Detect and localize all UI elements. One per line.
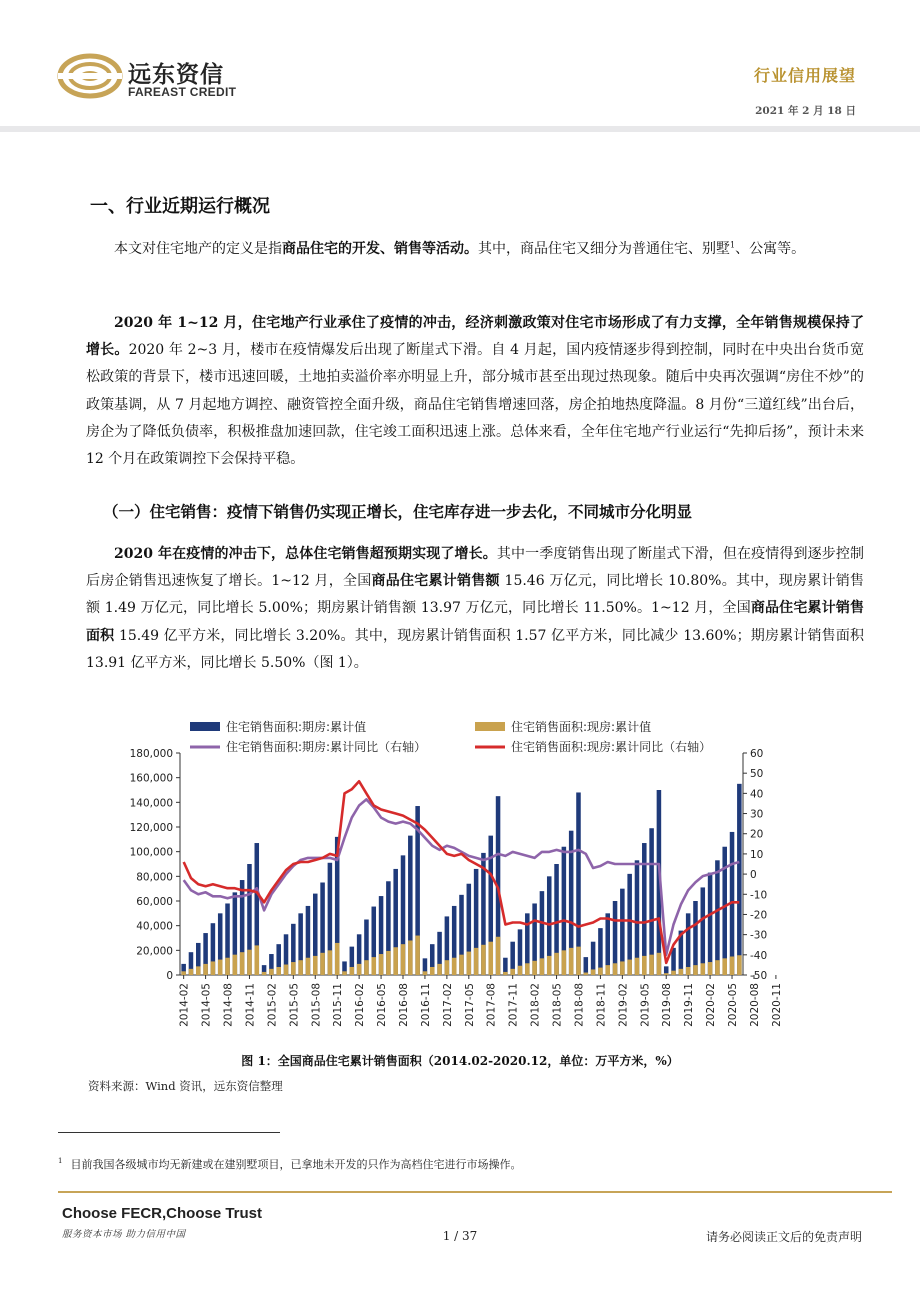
footnote-ref[interactable]: 1 [730,240,736,250]
bar-spot [605,965,610,975]
footnote-divider [58,1132,280,1133]
bar-spot [693,965,698,975]
bar-spot [269,969,274,975]
y2-tick-label: 30 [750,808,764,821]
legend-label: 住宅销售面积:现房:累计值 [511,720,652,734]
bar-spot [393,947,398,975]
x-tick-label: 2015-02 [266,983,279,1027]
bar-spot [540,958,545,975]
x-tick-label: 2014-05 [200,983,213,1027]
bar-futures [715,860,720,975]
footer-slogan-en: Choose FECR,Choose Trust [62,1205,263,1222]
bar-spot [481,945,486,975]
bar-spot [335,943,340,975]
header-divider [0,126,920,132]
bar-spot [415,936,420,975]
legend-swatch [475,722,505,731]
bar-spot [181,971,186,975]
bar-futures [584,957,589,975]
x-tick-label: 2015-05 [288,983,301,1027]
x-tick-label: 2014-11 [244,983,257,1027]
sales-area-chart [129,715,785,1045]
bar-spot [350,967,355,975]
y-tick-label: 120,000 [129,822,173,834]
x-tick-label: 2020-11 [770,983,783,1027]
bar-spot [554,953,559,975]
y2-tick-label: 50 [750,768,764,781]
x-tick-label: 2015-11 [332,983,345,1027]
bar-spot [225,958,230,975]
bar-spot [255,945,260,975]
logo-text-en: FAREAST CREDIT [128,85,237,99]
bar-spot [445,960,450,975]
subsection-title: （一）住宅销售：疫情下销售仍实现正增长，住宅库存进一步去化，不同城市分化明显 [103,503,693,521]
bar-spot [233,955,238,975]
bar-spot [298,960,303,975]
y-tick-label: 40,000 [136,920,173,933]
bar-futures [686,913,691,975]
bar-spot [701,963,706,975]
legend-label: 住宅销售面积:现房:累计同比（右轴） [511,740,712,754]
bar-spot [532,961,537,975]
y2-tick-label: 0 [750,869,757,882]
bar-futures [708,873,713,975]
bar-spot [547,956,552,975]
x-tick-label: 2016-02 [354,983,367,1027]
x-tick-label: 2020-02 [705,983,718,1027]
bar-spot [459,955,464,975]
x-tick-label: 2020-05 [727,983,740,1027]
legend-label: 住宅销售面积:期房:累计同比（右轴） [226,740,427,754]
y-tick-label: 60,000 [136,896,173,908]
bar-spot [474,948,479,975]
bar-spot [627,960,632,975]
y2-tick-label: -40 [750,949,768,962]
bar-spot [386,951,391,975]
bar-spot [320,953,325,975]
bar-spot [620,961,625,975]
bar-spot [379,954,384,975]
bar-spot [708,962,713,975]
x-tick-label: 2014-02 [178,983,191,1027]
y-tick-label: 140,000 [129,797,173,810]
x-tick-label: 2018-02 [529,983,542,1027]
x-tick-label: 2019-11 [683,983,696,1027]
bar-spot [371,957,376,975]
y2-tick-label: 10 [750,848,764,861]
bar-spot [313,956,318,975]
section-title: 一、行业近期运行概况 [90,196,270,217]
paragraph-overview: 2020 年 1~12 月，住宅地产行业承住了疫情的冲击，经济刺激政策对住宅市场形成了有力支撑，全年销售规模保持了增长。2020 年 2~3 月，楼市在疫情爆发后出现了断崖式下滑。自 4 月起，国内疫情逐步得到控制，同时在中央出台货币宽松政策的背景下，楼市迅速回暖，土地拍卖溢价率亦明显上升，部分城市甚至出现过热现象。随后中央再次强调“房住不炒”的政策基调，从 7 月起地方调控、融资管控全面升级，商品住宅销售增速回落，房企拍地热度降温。8 月份“三道红线”出台后，房企为了降低负债率，积极推盘加速回款，住宅竣工面积迅速上涨。总体来看，全年住宅地产行业运行“先抑后扬”，预计未来 12 个月在政策调控下会保持平稳。 [86,315,864,468]
paragraph-sales: 2020 年在疫情的冲击下，总体住宅销售超预期实现了增长。其中一季度销售出现了断崖式下滑，但在疫情得到逐步控制后房企销售迅速恢复了增长。1~12 月，全国商品住宅累计销售额 15.46 万亿元，同比增长 10.80%。其中，现房累计销售额 1.49 万亿元，同比增长 5.00%；期房累计销售额 13.97 万亿元，同比增长 11.50%。1~12 月，全国商品住宅累计销售面积 15.49 亿平方米，同比增长 3.20%。其中，现房累计销售面积 1.57 亿平方米，同比减少 13.60%；期房累计销售面积 13.91 亿平方米，同比增长 5.50%（图 1）。 [86,546,865,671]
y-tick-label: 160,000 [129,772,173,785]
bar-spot [452,958,457,975]
footer-divider [58,1191,892,1193]
bar-spot [262,972,267,975]
footer-slogan-cn: 服务资本市场 助力信用中国 [62,1229,186,1240]
figure-source: 资料来源：Wind 资讯，远东资信整理 [88,1079,283,1093]
bar-spot [306,958,311,975]
bar-spot [488,942,493,975]
bar-spot [584,973,589,975]
x-tick-label: 2019-02 [617,983,630,1027]
bar-spot [291,962,296,975]
bar-spot [576,947,581,975]
bar-spot [211,961,216,975]
paragraph-definition: 本文对住宅地产的定义是指商品住宅的开发、销售等活动。其中，商品住宅又细分为普通住宅、别墅$^1$、公寓等。 [114,240,806,257]
bar-spot [430,967,435,975]
bar-spot [408,940,413,975]
bar-spot [510,969,515,975]
y-tick-label: 100,000 [129,846,173,859]
x-tick-label: 2019-05 [639,983,652,1027]
y-tick-label: 180,000 [129,748,173,760]
x-tick-label: 2019-08 [661,983,674,1027]
y2-tick-label: 40 [750,788,764,801]
bar-spot [649,955,654,975]
bar-spot [737,955,742,975]
x-tick-label: 2014-08 [222,983,235,1027]
bar-spot [328,950,333,975]
x-tick-label: 2015-08 [310,983,323,1027]
x-tick-label: 2018-11 [595,983,608,1027]
bar-spot [284,965,289,975]
x-tick-label: 2020-08 [748,983,761,1027]
bar-spot [240,952,245,975]
x-tick-label: 2018-05 [551,983,564,1027]
x-tick-label: 2017-11 [507,983,520,1027]
bar-spot [467,952,472,975]
bar-spot [423,971,428,975]
fareast-logo-icon [58,52,122,100]
footnote: $^1$ 目前我国各级城市均无新建或在建别墅项目，已拿地未开发的只作为高档住宅进行市场操作。 [58,1157,522,1171]
bar-spot [671,971,676,975]
y-tick-label: 0 [166,970,173,982]
x-tick-label: 2016-11 [419,983,432,1027]
bar-spot [715,960,720,975]
bar-spot [342,971,347,975]
figure-caption: 图 1：全国商品住宅累计销售面积（2014.02-2020.12，单位：万平方米，%） [241,1054,679,1068]
bar-spot [503,972,508,975]
y2-tick-label: -10 [750,889,768,902]
bar-spot [247,950,252,975]
y2-tick-label: -50 [750,970,768,982]
bar-futures [693,901,698,975]
y-tick-label: 80,000 [136,871,173,884]
x-tick-label: 2017-08 [485,983,498,1027]
bar-futures [649,828,654,975]
bar-spot [722,958,727,975]
disclaimer-link[interactable]: 请务必阅读正文后的免责声明 [705,1230,862,1244]
bar-spot [518,966,523,975]
bar-spot [203,964,208,975]
bar-spot [664,973,669,975]
bar-spot [613,963,618,975]
bar-spot [437,964,442,975]
bar-spot [401,944,406,975]
y2-tick-label: 60 [750,748,764,760]
legend-swatch [190,722,220,731]
bar-spot [591,969,596,975]
bar-spot [496,937,501,975]
bar-spot [189,969,194,975]
x-tick-label: 2016-08 [398,983,411,1027]
bar-futures [701,887,706,975]
bar-spot [196,966,201,975]
bar-spot [364,960,369,975]
legend-label: 住宅销售面积:期房:累计值 [226,720,367,734]
x-tick-label: 2018-08 [573,983,586,1027]
bar-spot [657,953,662,975]
bar-spot [525,963,530,975]
y2-tick-label: -30 [750,929,768,942]
bar-spot [635,958,640,975]
x-tick-label: 2017-02 [441,983,454,1027]
document-date: 2021 年 2 月 18 日 [755,105,856,117]
bar-spot [598,968,603,975]
page-header [0,0,920,140]
x-tick-label: 2016-05 [376,983,389,1027]
bar-spot [357,964,362,975]
y2-tick-label: 20 [750,828,764,841]
document-type: 行业信用展望 [753,66,856,85]
bar-spot [642,956,647,975]
page-number: 1 / 37 [442,1229,478,1243]
bar-futures [737,784,742,975]
x-tick-label: 2017-05 [463,983,476,1027]
bar-spot [730,957,735,976]
bar-spot [218,960,223,975]
y-tick-label: 20,000 [136,945,173,958]
bar-spot [562,950,567,975]
bar-spot [276,967,281,975]
bar-spot [679,969,684,975]
bar-spot [686,967,691,975]
bar-spot [569,948,574,975]
y2-tick-label: -20 [750,909,768,922]
logo-text-cn: 远东资信 [128,62,224,88]
